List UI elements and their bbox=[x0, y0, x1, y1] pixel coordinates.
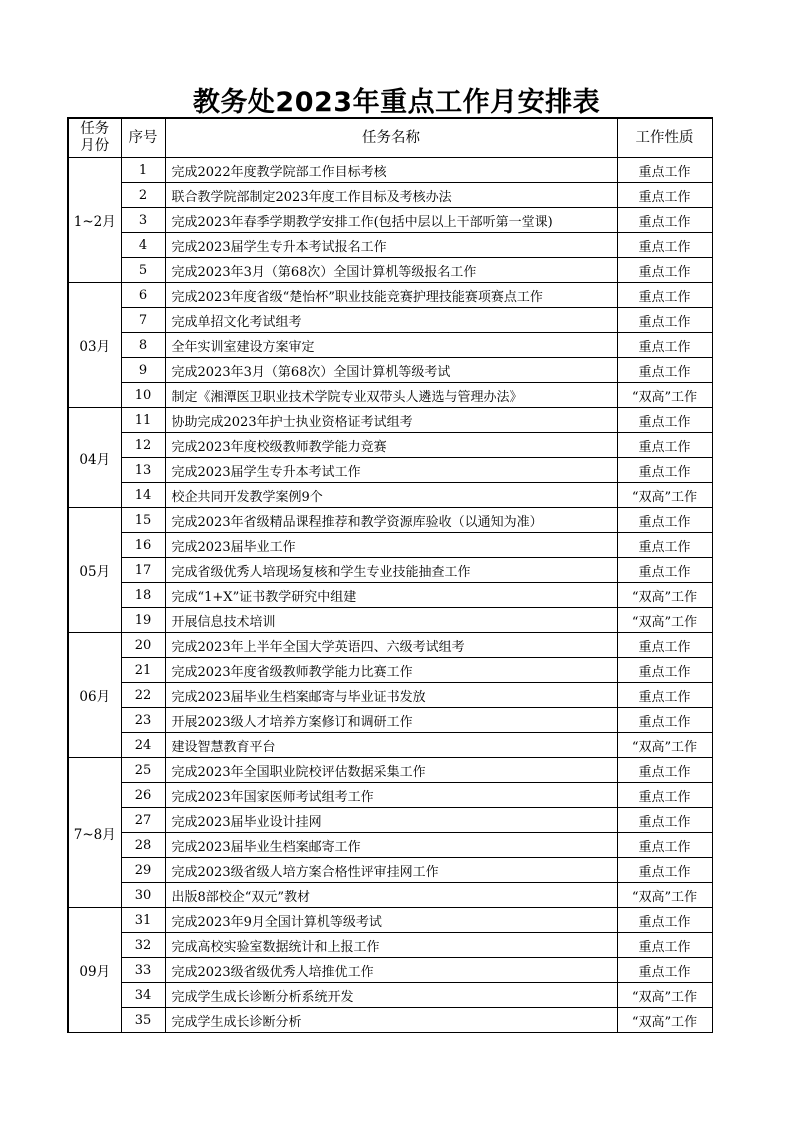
work-type-cell: “双高”工作 bbox=[617, 883, 712, 908]
number-cell: 7 bbox=[121, 308, 165, 333]
number-cell: 24 bbox=[121, 733, 165, 758]
number-cell: 12 bbox=[121, 433, 165, 458]
number-cell: 16 bbox=[121, 533, 165, 558]
month-cell: 04月 bbox=[68, 408, 121, 508]
work-type-cell: 重点工作 bbox=[617, 833, 712, 858]
table-header-row bbox=[68, 118, 712, 158]
task-name-cell: 完成2023级省级人培方案合格性评审挂网工作 bbox=[165, 858, 617, 883]
task-name-cell: 开展2023级人才培养方案修订和调研工作 bbox=[165, 708, 617, 733]
number-cell: 1 bbox=[121, 158, 165, 183]
month-cell: 05月 bbox=[68, 508, 121, 633]
task-name-cell: 出版8部校企“双元”教材 bbox=[165, 883, 617, 908]
table-row bbox=[68, 708, 712, 733]
table-row bbox=[68, 933, 712, 958]
task-name-cell: 完成2023级省级优秀人培推优工作 bbox=[165, 958, 617, 983]
work-type-cell: 重点工作 bbox=[617, 258, 712, 283]
work-type-cell: 重点工作 bbox=[617, 233, 712, 258]
work-type-cell: 重点工作 bbox=[617, 933, 712, 958]
header-month-label: 任务 月份 bbox=[80, 121, 110, 154]
month-cell: 03月 bbox=[68, 283, 121, 408]
task-name-cell: 完成2023届毕业设计挂网 bbox=[165, 808, 617, 833]
work-type-cell: “双高”工作 bbox=[617, 583, 712, 608]
page-title: 教务处2023年重点工作月安排表 bbox=[192, 87, 601, 118]
work-type-cell: “双高”工作 bbox=[617, 608, 712, 633]
table-row bbox=[68, 683, 712, 708]
work-type-cell: 重点工作 bbox=[617, 633, 712, 658]
table-row bbox=[68, 233, 712, 258]
work-type-cell: 重点工作 bbox=[617, 283, 712, 308]
number-cell: 6 bbox=[121, 283, 165, 308]
table-row bbox=[68, 658, 712, 683]
table-row bbox=[68, 583, 712, 608]
table-row bbox=[68, 633, 712, 658]
task-name-cell: 完成2023年3月（第68次）全国计算机等级报名工作 bbox=[165, 258, 617, 283]
month-cell: 06月 bbox=[68, 633, 121, 758]
table-row bbox=[68, 733, 712, 758]
task-name-cell: 完成学生成长诊断分析 bbox=[165, 1008, 617, 1033]
table-row bbox=[68, 1008, 712, 1033]
work-type-cell: “双高”工作 bbox=[617, 1008, 712, 1033]
number-cell: 5 bbox=[121, 258, 165, 283]
table-row bbox=[68, 983, 712, 1008]
month-cell: 1~2月 bbox=[68, 158, 121, 283]
work-type-cell: “双高”工作 bbox=[617, 733, 712, 758]
work-type-cell: 重点工作 bbox=[617, 758, 712, 783]
task-name-cell: 完成2023年省级精品课程推荐和教学资源库验收（以通知为准） bbox=[165, 508, 617, 533]
task-name-cell: 完成2023年全国职业院校评估数据采集工作 bbox=[165, 758, 617, 783]
number-cell: 9 bbox=[121, 358, 165, 383]
table-row bbox=[68, 358, 712, 383]
task-name-cell: 完成“1+X”证书教学研究中组建 bbox=[165, 583, 617, 608]
task-name-cell: 完成2022年度教学院部工作目标考核 bbox=[165, 158, 617, 183]
table-row bbox=[68, 908, 712, 933]
task-name-cell: 完成省级优秀人培现场复核和学生专业技能抽查工作 bbox=[165, 558, 617, 583]
number-cell: 4 bbox=[121, 233, 165, 258]
task-name-cell: 完成2023届毕业工作 bbox=[165, 533, 617, 558]
work-type-cell: 重点工作 bbox=[617, 558, 712, 583]
task-name-cell: 完成2023届学生专升本考试工作 bbox=[165, 458, 617, 483]
task-name-cell: 校企共同开发教学案例9个 bbox=[165, 483, 617, 508]
number-cell: 2 bbox=[121, 183, 165, 208]
table-row bbox=[68, 333, 712, 358]
task-name-cell: 完成2023年春季学期教学安排工作(包括中层以上干部听第一堂课) bbox=[165, 208, 617, 233]
task-name-cell: 完成2023年国家医师考试组考工作 bbox=[165, 783, 617, 808]
table-row bbox=[68, 808, 712, 833]
header-work-type: 工作性质 bbox=[617, 118, 712, 158]
header-number: 序号 bbox=[121, 118, 165, 158]
task-name-cell: 完成2023年度校级教师教学能力竞赛 bbox=[165, 433, 617, 458]
work-type-cell: 重点工作 bbox=[617, 533, 712, 558]
table-row bbox=[68, 758, 712, 783]
table-row bbox=[68, 833, 712, 858]
table-row bbox=[68, 183, 712, 208]
number-cell: 3 bbox=[121, 208, 165, 233]
task-name-cell: 制定《湘潭医卫职业技术学院专业双带头人遴选与管理办法》 bbox=[165, 383, 617, 408]
work-type-cell: 重点工作 bbox=[617, 358, 712, 383]
number-cell: 8 bbox=[121, 333, 165, 358]
table-row bbox=[68, 858, 712, 883]
table-row bbox=[68, 783, 712, 808]
task-name-cell: 完成2023届学生专升本考试报名工作 bbox=[165, 233, 617, 258]
task-name-cell: 完成2023年度省级“楚怡杯”职业技能竞赛护理技能赛项赛点工作 bbox=[165, 283, 617, 308]
task-name-cell: 完成2023年上半年全国大学英语四、六级考试组考 bbox=[165, 633, 617, 658]
table-row bbox=[68, 558, 712, 583]
table-row bbox=[68, 883, 712, 908]
work-type-cell: 重点工作 bbox=[617, 208, 712, 233]
task-name-cell: 完成学生成长诊断分析系统开发 bbox=[165, 983, 617, 1008]
work-schedule-table bbox=[67, 117, 713, 1033]
work-type-cell: 重点工作 bbox=[617, 808, 712, 833]
work-type-cell: 重点工作 bbox=[617, 658, 712, 683]
task-name-cell: 完成2023年度省级教师教学能力比赛工作 bbox=[165, 658, 617, 683]
task-name-cell: 全年实训室建设方案审定 bbox=[165, 333, 617, 358]
task-name-cell: 完成2023届毕业生档案邮寄工作 bbox=[165, 833, 617, 858]
table-row bbox=[68, 958, 712, 983]
work-type-cell: 重点工作 bbox=[617, 158, 712, 183]
table-row bbox=[68, 383, 712, 408]
number-cell: 17 bbox=[121, 558, 165, 583]
task-name-cell: 协助完成2023年护士执业资格证考试组考 bbox=[165, 408, 617, 433]
number-cell: 30 bbox=[121, 883, 165, 908]
month-cell: 09月 bbox=[68, 908, 121, 1033]
table-row bbox=[68, 508, 712, 533]
work-type-cell: 重点工作 bbox=[617, 683, 712, 708]
task-name-cell: 完成单招文化考试组考 bbox=[165, 308, 617, 333]
header-task-name: 任务名称 bbox=[165, 118, 617, 158]
work-type-cell: “双高”工作 bbox=[617, 483, 712, 508]
number-cell: 28 bbox=[121, 833, 165, 858]
table-row bbox=[68, 208, 712, 233]
work-type-cell: 重点工作 bbox=[617, 183, 712, 208]
table-row bbox=[68, 308, 712, 333]
table-row bbox=[68, 433, 712, 458]
table-row bbox=[68, 258, 712, 283]
number-cell: 22 bbox=[121, 683, 165, 708]
number-cell: 34 bbox=[121, 983, 165, 1008]
number-cell: 19 bbox=[121, 608, 165, 633]
number-cell: 26 bbox=[121, 783, 165, 808]
number-cell: 14 bbox=[121, 483, 165, 508]
number-cell: 35 bbox=[121, 1008, 165, 1033]
task-name-cell: 完成2023届毕业生档案邮寄与毕业证书发放 bbox=[165, 683, 617, 708]
work-type-cell: 重点工作 bbox=[617, 433, 712, 458]
number-cell: 10 bbox=[121, 383, 165, 408]
task-name-cell: 开展信息技术培训 bbox=[165, 608, 617, 633]
work-type-cell: 重点工作 bbox=[617, 408, 712, 433]
work-type-cell: 重点工作 bbox=[617, 508, 712, 533]
number-cell: 20 bbox=[121, 633, 165, 658]
number-cell: 11 bbox=[121, 408, 165, 433]
task-name-cell: 联合教学院部制定2023年度工作目标及考核办法 bbox=[165, 183, 617, 208]
number-cell: 31 bbox=[121, 908, 165, 933]
number-cell: 27 bbox=[121, 808, 165, 833]
number-cell: 15 bbox=[121, 508, 165, 533]
work-type-cell: “双高”工作 bbox=[617, 983, 712, 1008]
work-type-cell: 重点工作 bbox=[617, 333, 712, 358]
table-row bbox=[68, 458, 712, 483]
number-cell: 25 bbox=[121, 758, 165, 783]
task-name-cell: 建设智慧教育平台 bbox=[165, 733, 617, 758]
work-type-cell: 重点工作 bbox=[617, 958, 712, 983]
work-type-cell: 重点工作 bbox=[617, 308, 712, 333]
number-cell: 13 bbox=[121, 458, 165, 483]
task-name-cell: 完成2023年9月全国计算机等级考试 bbox=[165, 908, 617, 933]
month-cell: 7~8月 bbox=[68, 758, 121, 908]
table-row bbox=[68, 533, 712, 558]
table-body bbox=[68, 158, 712, 1033]
header-month bbox=[68, 118, 121, 158]
work-type-cell: 重点工作 bbox=[617, 783, 712, 808]
table-row bbox=[68, 158, 712, 183]
table-row bbox=[68, 408, 712, 433]
number-cell: 33 bbox=[121, 958, 165, 983]
number-cell: 18 bbox=[121, 583, 165, 608]
work-type-cell: 重点工作 bbox=[617, 858, 712, 883]
work-type-cell: 重点工作 bbox=[617, 708, 712, 733]
number-cell: 29 bbox=[121, 858, 165, 883]
table-row bbox=[68, 283, 712, 308]
number-cell: 21 bbox=[121, 658, 165, 683]
table-row bbox=[68, 483, 712, 508]
number-cell: 23 bbox=[121, 708, 165, 733]
work-type-cell: “双高”工作 bbox=[617, 383, 712, 408]
work-type-cell: 重点工作 bbox=[617, 458, 712, 483]
table-row bbox=[68, 608, 712, 633]
number-cell: 32 bbox=[121, 933, 165, 958]
work-type-cell: 重点工作 bbox=[617, 908, 712, 933]
task-name-cell: 完成高校实验室数据统计和上报工作 bbox=[165, 933, 617, 958]
task-name-cell: 完成2023年3月（第68次）全国计算机等级考试 bbox=[165, 358, 617, 383]
